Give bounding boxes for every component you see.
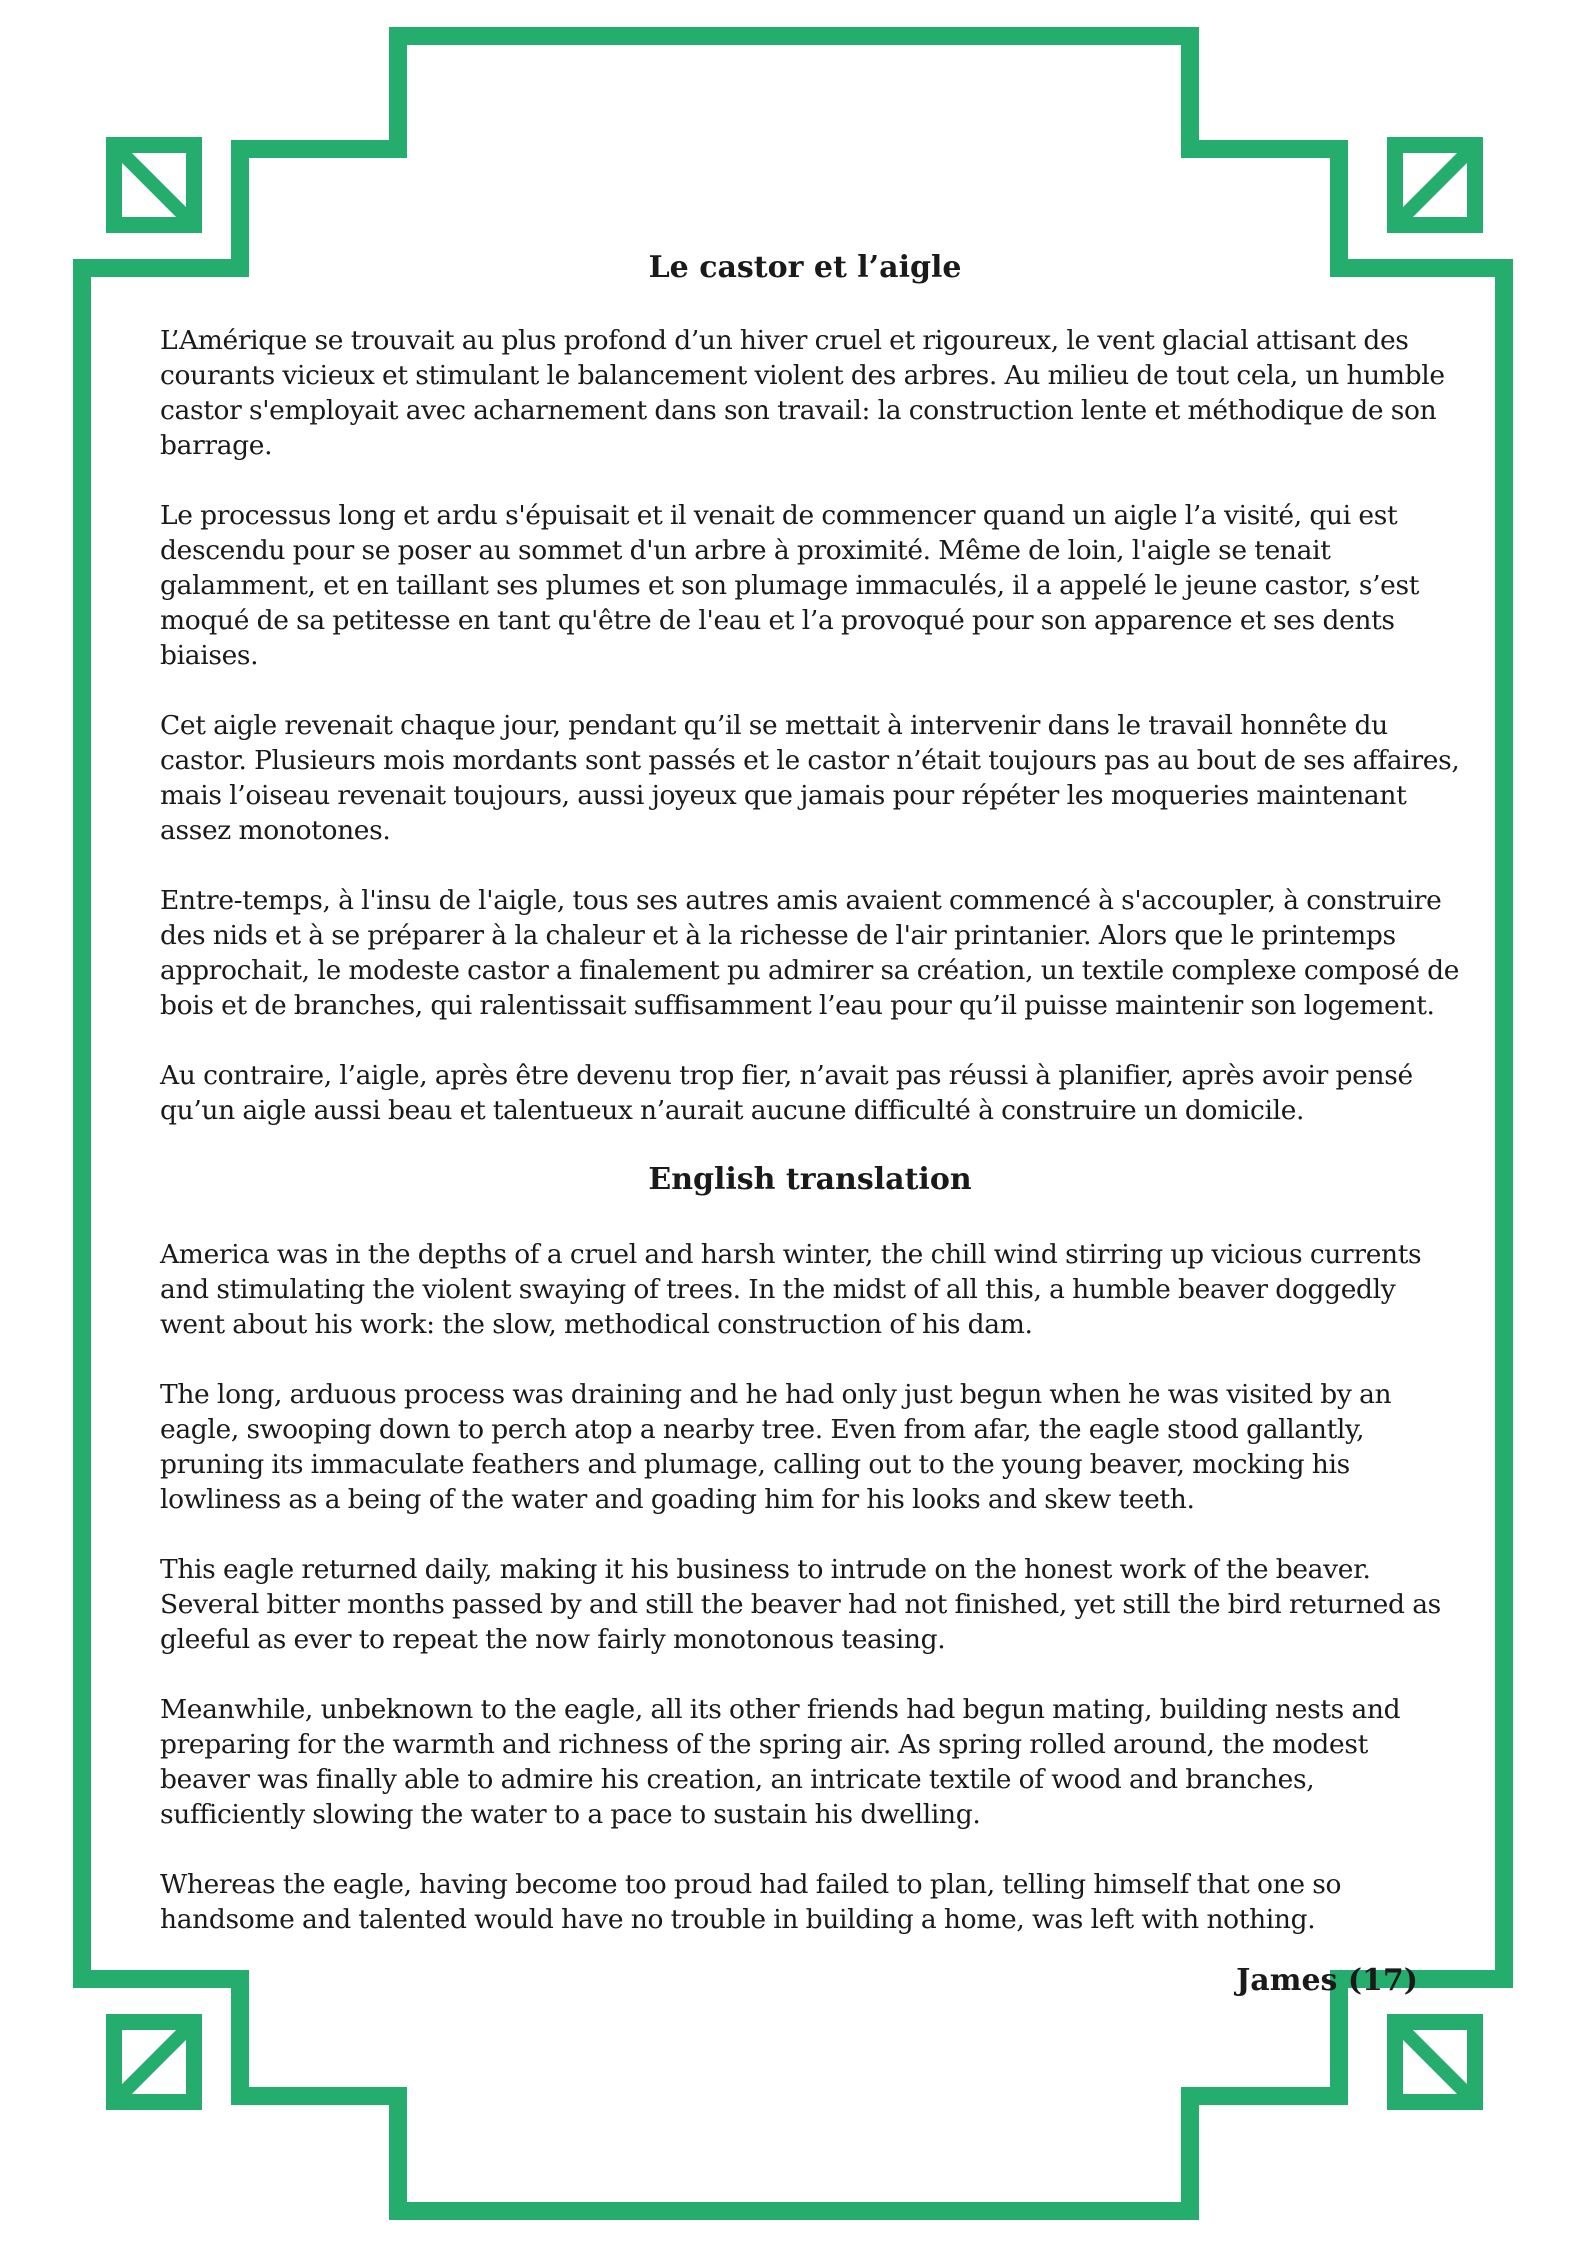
english-paragraph: This eagle returned daily, making it his business to intrude on the honest work of the beaver. Several bitter months passed by and still the beaver had not finished, yet still the bird returned as gleeful as ever to repeat the now fairly monotonous teasing. <box>160 1554 1441 1655</box>
diagonal-square-icon <box>1395 2022 1475 2102</box>
french-paragraph: Cet aigle revenait chaque jour, pendant qu’il se mettait à intervenir dans le travail honnête du castor. Plusieurs mois mordants sont passés et le castor n’était toujours pas au bout de ses affaires, mais l’oiseau revenait toujours, aussi joyeux que jamais pour répéter les moqueries maintenant assez monotones. <box>160 710 1460 846</box>
english-paragraph: Whereas the eagle, having become too proud had failed to plan, telling himself that one so handsome and talented would have no trouble in building a home, was left with nothing. <box>160 1869 1342 1935</box>
story-content <box>160 248 1460 2008</box>
english-paragraph: Meanwhile, unbeknown to the eagle, all its other friends had begun mating, building nests and preparing for the warmth and richness of the spring air. As spring rolled around, the modest beaver was finally able to admire his creation, an intricate textile of wood and branches, sufficiently slowing the water to a pace to sustain his dwelling. <box>160 1694 1401 1830</box>
french-paragraph: Le processus long et ardu s'épuisait et il venait de commencer quand un aigle l’a visité, qui est descendu pour se poser au sommet d'un arbre à proximité. Même de loin, l'aigle se tenait galamment, et en taillant ses plumes et son plumage immaculés, il a appelé le jeune castor, s’est moqué de sa petitesse en tant qu'être de l'eau et l’a provoqué pour son apparence et ses dents biaises. <box>160 500 1420 671</box>
diagonal-square-icon <box>1395 145 1475 225</box>
diagonal-square-icon <box>114 2022 194 2102</box>
diagonal-square-icon <box>114 145 194 225</box>
english-title: English translation <box>648 1162 972 1197</box>
english-paragraph: America was in the depths of a cruel and harsh winter, the chill wind stirring up vicious currents and stimulating the violent swaying of trees. In the midst of all this, a humble beaver doggedly went about his work: the slow, methodical construction of his dam. <box>160 1239 1422 1340</box>
french-paragraph: Au contraire, l’aigle, après être devenu trop fier, n’avait pas réussi à planifier, après avoir pensé qu’un aigle aussi beau et talentueux n’aurait aucune difficulté à construire un domicile. <box>160 1060 1413 1126</box>
author-signature: James (17) <box>1236 1963 1418 1998</box>
french-paragraph: L’Amérique se trouvait au plus profond d’un hiver cruel et rigoureux, le vent glacial attisant des courants vicieux et stimulant le balancement violent des arbres. Au milieu de tout cela, un humble castor s'employait avec acharnement dans son travail: la construction lente et méthodique de son barrage. <box>160 325 1445 461</box>
english-paragraph: The long, arduous process was draining and he had only just begun when he was visited by an eagle, swooping down to perch atop a nearby tree. Even from afar, the eagle stood gallantly, pruning its immaculate feathers and plumage, calling out to the young beaver, mocking his lowliness as a being of the water and goading him for his looks and skew teeth. <box>160 1379 1392 1515</box>
french-title: Le castor et l’aigle <box>648 250 962 285</box>
french-paragraph: Entre-temps, à l'insu de l'aigle, tous ses autres amis avaient commencé à s'accoupler, à construire des nids et à se préparer à la chaleur et à la richesse de l'air printanier. Alors que le printemps approchait, le modeste castor a finalement pu admirer sa création, un textile complexe composé de bois et de branches, qui ralentissait suffisamment l’eau pour qu’il puisse maintenir son logement. <box>160 885 1460 1021</box>
